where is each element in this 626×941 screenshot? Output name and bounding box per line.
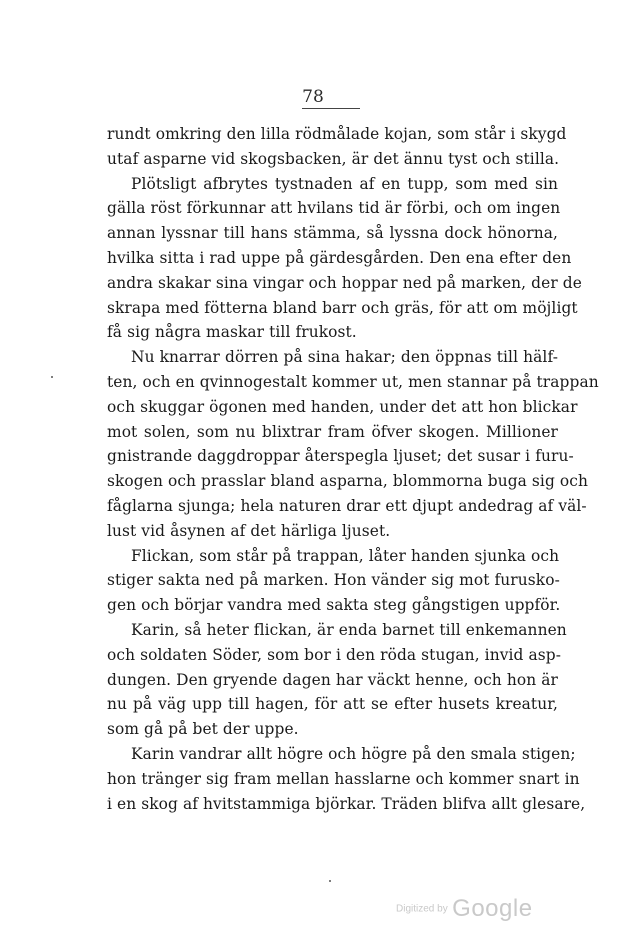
text-line: gen och börjar vandra med sakta steg gångstigen uppför.	[107, 596, 561, 615]
text-line: Flickan, som står på trappan, låter handen sjunka och	[131, 546, 560, 565]
text-line: gnistrande daggdroppar återspegla ljuset; det susar i furu-	[107, 447, 574, 466]
page-number: 78	[302, 87, 324, 107]
text-line: få sig några maskar till frukost.	[107, 323, 357, 342]
text-line: utaf asparne vid skogsbacken, är det ännu tyst och stilla.	[107, 149, 560, 168]
text-line: ten, och en qvinnogestalt kommer ut, men stannar på trappan	[107, 372, 599, 391]
scan-speck	[329, 880, 331, 882]
text-line: rundt omkring den lilla rödmålade kojan, som står i skygd	[107, 125, 567, 143]
text-line: skrapa med fötterna bland barr och gräs, för att om möjligt	[107, 298, 578, 317]
text-line: lust vid åsynen af det härliga ljuset.	[107, 521, 391, 540]
text-line: gälla röst förkunnar att hvilans tid är förbi, och om ingen	[107, 199, 561, 218]
text-line: hvilka sitta i rad uppe på gärdesgården. Den ena efter den	[107, 248, 572, 267]
body-text	[107, 122, 599, 816]
text-line: i en skog af hvitstammiga björkar. Träden blifva allt glesare,	[107, 794, 586, 813]
digitized-by-google-watermark	[396, 895, 533, 923]
text-line: Karin, så heter flickan, är enda barnet till enkemannen	[131, 620, 567, 639]
text-line: och skuggar ögonen med handen, under det att hon blickar	[107, 397, 578, 416]
text-line: nu på väg upp till hagen, för att se efter husets kreatur,	[107, 695, 558, 714]
text-line: mot solen, som nu blixtrar fram öfver skogen. Millioner	[107, 422, 558, 441]
text-line: Karin vandrar allt högre och högre på den smala stigen;	[131, 744, 576, 763]
text-line: som gå på bet der uppe.	[107, 720, 299, 739]
text-line: andra skakar sina vingar och hoppar ned på marken, der de	[107, 273, 582, 292]
text-line: skogen och prasslar bland asparna, blommorna buga sig och	[107, 472, 588, 491]
google-logo: Google	[452, 895, 533, 922]
scan-speck	[51, 376, 53, 378]
text-line: stiger sakta ned på marken. Hon vänder sig mot furusko-	[107, 571, 560, 590]
text-line: hon tränger sig fram mellan hasslarne och kommer snart in	[107, 769, 580, 788]
text-line: Plötsligt afbrytes tystnaden af en tupp, som med sin	[131, 174, 558, 193]
text-line: annan lyssnar till hans stämma, så lyssna dock hönorna,	[107, 224, 558, 243]
text-line: Nu knarrar dörren på sina hakar; den öppnas till hälf-	[131, 348, 558, 367]
page-number-rule	[302, 108, 360, 109]
watermark-prefix: Digitized by	[396, 903, 448, 915]
text-line: dungen. Den gryende dagen har väckt henne, och hon är	[107, 670, 558, 689]
text-line: fåglarna sjunga; hela naturen drar ett djupt andedrag af väl-	[107, 496, 587, 515]
text-line: och soldaten Söder, som bor i den röda stugan, invid asp-	[107, 645, 562, 664]
